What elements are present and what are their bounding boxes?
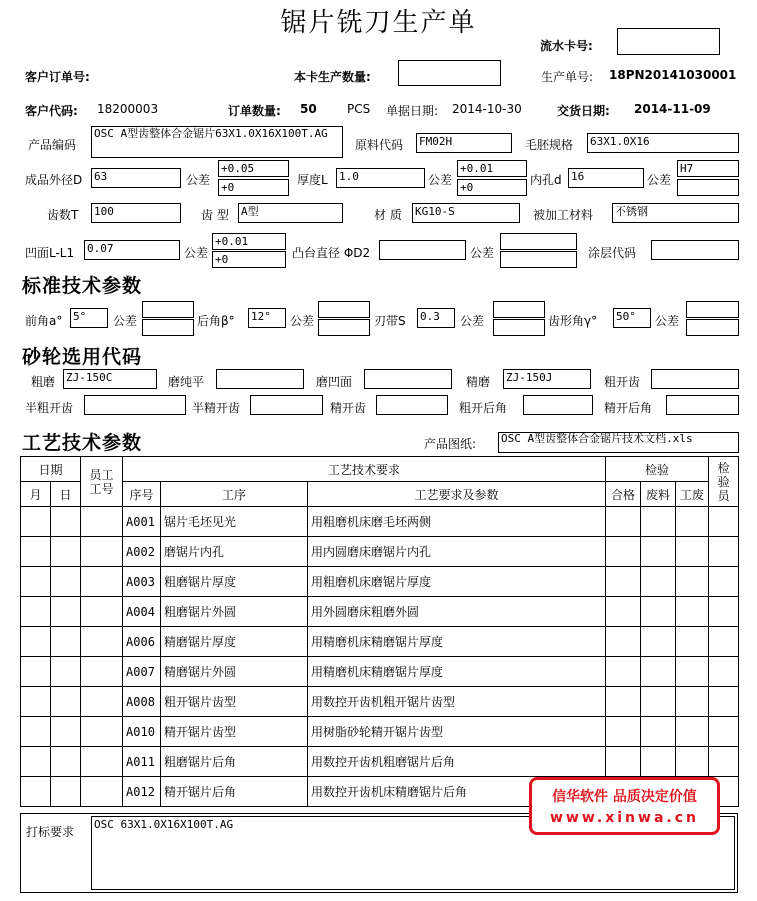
order-qty-label: 订单数量: xyxy=(228,104,281,118)
tooth-angle-label: 齿形角γ° xyxy=(548,314,598,328)
scrap-cell[interactable] xyxy=(641,567,676,597)
tooth-angle-field[interactable]: 50° xyxy=(613,308,651,328)
month-cell[interactable] xyxy=(21,717,51,747)
work-scrap-cell[interactable] xyxy=(676,537,709,567)
day-header: 日 xyxy=(51,482,81,507)
pass-cell[interactable] xyxy=(606,537,641,567)
blank-spec-label: 毛胚规格 xyxy=(525,138,574,152)
pass-cell[interactable] xyxy=(606,657,641,687)
rake-field[interactable]: 5° xyxy=(70,308,108,328)
table-row xyxy=(21,627,739,657)
process-title: 工艺技术参数 xyxy=(22,432,143,454)
production-no-value: 18PN20141030001 xyxy=(609,68,737,82)
inspector-cell[interactable] xyxy=(709,687,739,717)
rough-grind-label: 粗磨 xyxy=(31,375,56,389)
tooth-angle-tol-label: 公差 xyxy=(655,314,680,328)
recess-grind-label: 磨凹面 xyxy=(316,375,353,389)
marking-field[interactable]: OSC 63X1.0X16X100T.AG xyxy=(91,816,735,890)
op-cell: 精磨锯片外圆 xyxy=(161,657,308,687)
semi-rough-tooth-field[interactable] xyxy=(84,395,186,415)
thick-tol-minus[interactable]: +0 xyxy=(457,179,527,196)
op-cell: 粗磨锯片外圆 xyxy=(161,597,308,627)
fine-grind-field[interactable]: ZJ-150J xyxy=(503,369,591,389)
relief-tol-plus[interactable] xyxy=(318,301,370,318)
stamp-line2: www.xinwa.cn xyxy=(550,810,699,826)
seq-cell: A003 xyxy=(123,567,161,597)
day-cell[interactable] xyxy=(51,627,81,657)
worker-cell[interactable] xyxy=(81,507,123,537)
scrap-cell[interactable] xyxy=(641,537,676,567)
semi-rough-tooth-label: 半粗开齿 xyxy=(25,401,74,415)
day-cell[interactable] xyxy=(51,567,81,597)
boss-label: 凸台直径 ΦD2 xyxy=(292,246,371,260)
material-code-label: 原料代码 xyxy=(355,138,404,152)
worker-cell[interactable] xyxy=(81,567,123,597)
table-row xyxy=(21,747,739,777)
work-scrap-cell[interactable] xyxy=(676,747,709,777)
marking-label: 打标要求 xyxy=(26,825,75,839)
detail-cell: 用外圆磨床粗磨外圆 xyxy=(308,597,606,627)
month-cell[interactable] xyxy=(21,657,51,687)
fine-tooth-label: 精开齿 xyxy=(330,401,367,415)
drawing-field[interactable]: OSC A型齿整体合金锯片技术文档.xls xyxy=(498,432,739,453)
seq-cell: A001 xyxy=(123,507,161,537)
worker-cell[interactable] xyxy=(81,717,123,747)
outer-tol-minus[interactable]: +0 xyxy=(218,179,289,196)
detail-cell: 用精磨机床精磨锯片厚度 xyxy=(308,627,606,657)
scrap-cell[interactable] xyxy=(641,597,676,627)
seq-cell: A002 xyxy=(123,537,161,567)
worker-header: 员工工号 xyxy=(81,457,123,507)
coating-label: 涂层代码 xyxy=(588,246,637,260)
customer-order-label: 客户订单号: xyxy=(25,70,90,84)
detail-header: 工艺要求及参数 xyxy=(308,482,606,507)
worker-cell[interactable] xyxy=(81,777,123,807)
boss-field[interactable] xyxy=(379,240,466,260)
scrap-cell[interactable] xyxy=(641,717,676,747)
detail-cell: 用树脂砂轮精开锯片齿型 xyxy=(308,717,606,747)
table-row xyxy=(21,507,739,537)
seq-cell: A004 xyxy=(123,597,161,627)
recess-tol-plus[interactable]: +0.01 xyxy=(212,233,286,250)
land-tol-label: 公差 xyxy=(460,314,485,328)
month-cell[interactable] xyxy=(21,597,51,627)
watermark-stamp xyxy=(529,777,720,835)
inspector-cell[interactable] xyxy=(709,627,739,657)
recess-tol-minus[interactable]: +0 xyxy=(212,251,286,268)
scrap-cell[interactable] xyxy=(641,747,676,777)
table-row xyxy=(21,717,739,747)
scrap-cell[interactable] xyxy=(641,627,676,657)
work-scrap-cell[interactable] xyxy=(676,687,709,717)
outer-dia-label: 成品外径D xyxy=(25,173,83,187)
material-label: 材 质 xyxy=(374,208,402,222)
seq-cell: A007 xyxy=(123,657,161,687)
month-cell[interactable] xyxy=(21,777,51,807)
pass-header: 合格 xyxy=(606,482,641,507)
pass-cell[interactable] xyxy=(606,687,641,717)
outer-tol-plus[interactable]: +0.05 xyxy=(218,160,289,177)
workpiece-label: 被加工材料 xyxy=(533,208,594,222)
op-cell: 精磨锯片厚度 xyxy=(161,627,308,657)
month-cell[interactable] xyxy=(21,567,51,597)
pass-cell[interactable] xyxy=(606,507,641,537)
op-cell: 精开锯片后角 xyxy=(161,777,308,807)
card-qty-label: 本卡生产数量: xyxy=(294,70,371,84)
op-header: 工序 xyxy=(161,482,308,507)
land-tol-plus[interactable] xyxy=(493,301,545,318)
worker-cell[interactable] xyxy=(81,537,123,567)
worker-cell[interactable] xyxy=(81,657,123,687)
day-cell[interactable] xyxy=(51,537,81,567)
recess-grind-field[interactable] xyxy=(364,369,452,389)
tooth-angle-tol-minus[interactable] xyxy=(686,319,739,336)
delivery-date-label: 交货日期: xyxy=(557,104,610,118)
relief-tol-minus[interactable] xyxy=(318,319,370,336)
table-row xyxy=(21,597,739,627)
rough-grind-field[interactable]: ZJ-150C xyxy=(63,369,157,389)
pass-cell[interactable] xyxy=(606,627,641,657)
seq-cell: A010 xyxy=(123,717,161,747)
month-cell[interactable] xyxy=(21,627,51,657)
pass-cell[interactable] xyxy=(606,597,641,627)
month-header: 月 xyxy=(21,482,51,507)
work-scrap-cell[interactable] xyxy=(676,627,709,657)
thickness-label: 厚度L xyxy=(297,173,328,187)
day-cell[interactable] xyxy=(51,777,81,807)
op-cell: 粗磨锯片后角 xyxy=(161,747,308,777)
day-cell[interactable] xyxy=(51,687,81,717)
flow-card-field[interactable] xyxy=(617,28,720,55)
stamp-line1: 信华软件 品质决定价值 xyxy=(552,789,697,805)
boss-tol-plus[interactable] xyxy=(500,233,577,250)
day-cell[interactable] xyxy=(51,597,81,627)
thickness-field[interactable]: 1.0 xyxy=(336,168,425,188)
scrap-header: 废料 xyxy=(641,482,676,507)
scrap-cell[interactable] xyxy=(641,507,676,537)
product-code-field[interactable]: OSC A型齿整体合金锯片63X1.0X16X100T.AG xyxy=(91,126,343,158)
worker-cell[interactable] xyxy=(81,627,123,657)
bore-field[interactable]: 16 xyxy=(568,168,644,188)
bore-tol-minus[interactable] xyxy=(677,179,739,196)
coating-field[interactable] xyxy=(651,240,739,260)
production-no-label: 生产单号: xyxy=(541,70,594,84)
customer-code-label: 客户代码: xyxy=(25,104,78,118)
tooth-type-field[interactable]: A型 xyxy=(238,203,343,223)
detail-cell: 用内圆磨床磨锯片内孔 xyxy=(308,537,606,567)
seq-header: 序号 xyxy=(123,482,161,507)
table-row xyxy=(21,537,739,567)
detail-cell: 用粗磨机床磨锯片厚度 xyxy=(308,567,606,597)
month-cell[interactable] xyxy=(21,747,51,777)
doc-date-label: 单据日期: xyxy=(386,104,439,118)
inspector-cell[interactable] xyxy=(709,597,739,627)
product-code-label: 产品编码 xyxy=(28,138,77,152)
seq-cell: A011 xyxy=(123,747,161,777)
semi-fine-tooth-label: 半精开齿 xyxy=(192,401,241,415)
inspector-cell[interactable] xyxy=(709,567,739,597)
rough-back-field[interactable] xyxy=(523,395,593,415)
pass-cell[interactable] xyxy=(606,747,641,777)
work-scrap-cell[interactable] xyxy=(676,657,709,687)
std-params-title: 标准技术参数 xyxy=(22,275,143,297)
inspector-cell[interactable] xyxy=(709,507,739,537)
worker-cell[interactable] xyxy=(81,687,123,717)
worker-cell[interactable] xyxy=(81,747,123,777)
fine-back-field[interactable] xyxy=(666,395,739,415)
rake-tol-minus[interactable] xyxy=(142,319,194,336)
month-cell[interactable] xyxy=(21,687,51,717)
teeth-field[interactable]: 100 xyxy=(91,203,181,223)
date-header: 日期 xyxy=(21,457,81,482)
day-cell[interactable] xyxy=(51,657,81,687)
work-scrap-cell[interactable] xyxy=(676,597,709,627)
thick-tol-label: 公差 xyxy=(428,173,453,187)
pass-cell[interactable] xyxy=(606,567,641,597)
tooth-angle-tol-plus[interactable] xyxy=(686,301,739,318)
inspect-header: 检验 xyxy=(606,457,709,482)
pass-cell[interactable] xyxy=(606,717,641,747)
req-header: 工艺技术要求 xyxy=(123,457,606,482)
outer-dia-field[interactable]: 63 xyxy=(91,168,181,188)
recess-label: 凹面L-L1 xyxy=(25,246,75,260)
table-row xyxy=(21,567,739,597)
seq-cell: A006 xyxy=(123,627,161,657)
detail-cell: 用数控开齿机床精磨锯片后角 xyxy=(308,777,606,807)
inspector-cell[interactable] xyxy=(709,537,739,567)
seq-cell: A008 xyxy=(123,687,161,717)
op-cell: 锯片毛坯见光 xyxy=(161,507,308,537)
day-cell[interactable] xyxy=(51,507,81,537)
work-scrap-header: 工废 xyxy=(676,482,709,507)
order-qty-unit: PCS xyxy=(347,102,371,116)
fine-grind-label: 精磨 xyxy=(466,375,491,389)
delivery-date-value: 2014-11-09 xyxy=(634,102,711,116)
material-code-field[interactable]: FM02H xyxy=(416,133,512,153)
land-tol-minus[interactable] xyxy=(493,319,545,336)
table-row xyxy=(21,657,739,687)
thick-tol-plus[interactable]: +0.01 xyxy=(457,160,527,177)
work-scrap-cell[interactable] xyxy=(676,717,709,747)
bore-tol-plus[interactable]: H7 xyxy=(677,160,739,177)
material-field[interactable]: KG10-S xyxy=(412,203,520,223)
detail-cell: 用精磨机床精磨锯片厚度 xyxy=(308,657,606,687)
land-label: 刃带S xyxy=(374,314,406,328)
month-cell[interactable] xyxy=(21,537,51,567)
workpiece-field[interactable]: 不锈钢 xyxy=(612,203,739,223)
scrap-cell[interactable] xyxy=(641,657,676,687)
teeth-label: 齿数T xyxy=(47,208,79,222)
blank-spec-field[interactable]: 63X1.0X16 xyxy=(587,133,739,153)
detail-cell: 用粗磨机床磨毛坯两侧 xyxy=(308,507,606,537)
rake-tol-plus[interactable] xyxy=(142,301,194,318)
land-field[interactable]: 0.3 xyxy=(417,308,455,328)
rough-tooth-label: 粗开齿 xyxy=(604,375,641,389)
tooth-type-label: 齿 型 xyxy=(201,208,229,222)
outer-tol-label: 公差 xyxy=(186,173,211,187)
drawing-label: 产品图纸: xyxy=(424,437,477,451)
op-cell: 粗磨锯片厚度 xyxy=(161,567,308,597)
inspector-header: 检验员 xyxy=(709,457,739,507)
detail-cell: 用数控开齿机粗磨锯片后角 xyxy=(308,747,606,777)
customer-code-value: 18200003 xyxy=(97,102,159,116)
op-cell: 精开锯片齿型 xyxy=(161,717,308,747)
inspector-cell[interactable] xyxy=(709,747,739,777)
bore-tol-label: 公差 xyxy=(647,173,672,187)
fine-back-label: 精开后角 xyxy=(604,401,653,415)
rough-back-label: 粗开后角 xyxy=(459,401,508,415)
rough-tooth-field[interactable] xyxy=(651,369,739,389)
card-qty-field[interactable] xyxy=(398,60,501,86)
rake-tol-label: 公差 xyxy=(113,314,138,328)
scrap-cell[interactable] xyxy=(641,687,676,717)
semi-fine-tooth-field[interactable] xyxy=(250,395,323,415)
fine-tooth-field[interactable] xyxy=(376,395,448,415)
doc-date-value: 2014-10-30 xyxy=(452,102,522,116)
bore-label: 内孔d xyxy=(530,173,562,187)
worker-cell[interactable] xyxy=(81,597,123,627)
day-cell[interactable] xyxy=(51,717,81,747)
op-cell: 磨锯片内孔 xyxy=(161,537,308,567)
seq-cell: A012 xyxy=(123,777,161,807)
flat-grind-field[interactable] xyxy=(216,369,304,389)
process-table xyxy=(20,456,739,807)
op-cell: 粗开锯片齿型 xyxy=(161,687,308,717)
detail-cell: 用数控开齿机粗开锯片齿型 xyxy=(308,687,606,717)
page-title: 锯片铣刀生产单 xyxy=(280,8,477,38)
relief-field[interactable]: 12° xyxy=(248,308,286,328)
rake-label: 前角a° xyxy=(25,314,63,328)
relief-label: 后角β° xyxy=(197,314,235,328)
work-scrap-cell[interactable] xyxy=(676,507,709,537)
day-cell[interactable] xyxy=(51,747,81,777)
recess-tol-label: 公差 xyxy=(184,246,209,260)
month-cell[interactable] xyxy=(21,507,51,537)
table-row xyxy=(21,687,739,717)
boss-tol-minus[interactable] xyxy=(500,251,577,268)
inspector-cell[interactable] xyxy=(709,657,739,687)
boss-tol-label: 公差 xyxy=(470,246,495,260)
inspector-cell[interactable] xyxy=(709,717,739,747)
relief-tol-label: 公差 xyxy=(290,314,315,328)
wheels-title: 砂轮选用代码 xyxy=(22,346,143,368)
order-qty-value: 50 xyxy=(300,102,317,116)
recess-field[interactable]: 0.07 xyxy=(84,240,180,260)
flat-grind-label: 磨纯平 xyxy=(168,375,205,389)
flow-card-label: 流水卡号: xyxy=(540,39,593,53)
work-scrap-cell[interactable] xyxy=(676,567,709,597)
